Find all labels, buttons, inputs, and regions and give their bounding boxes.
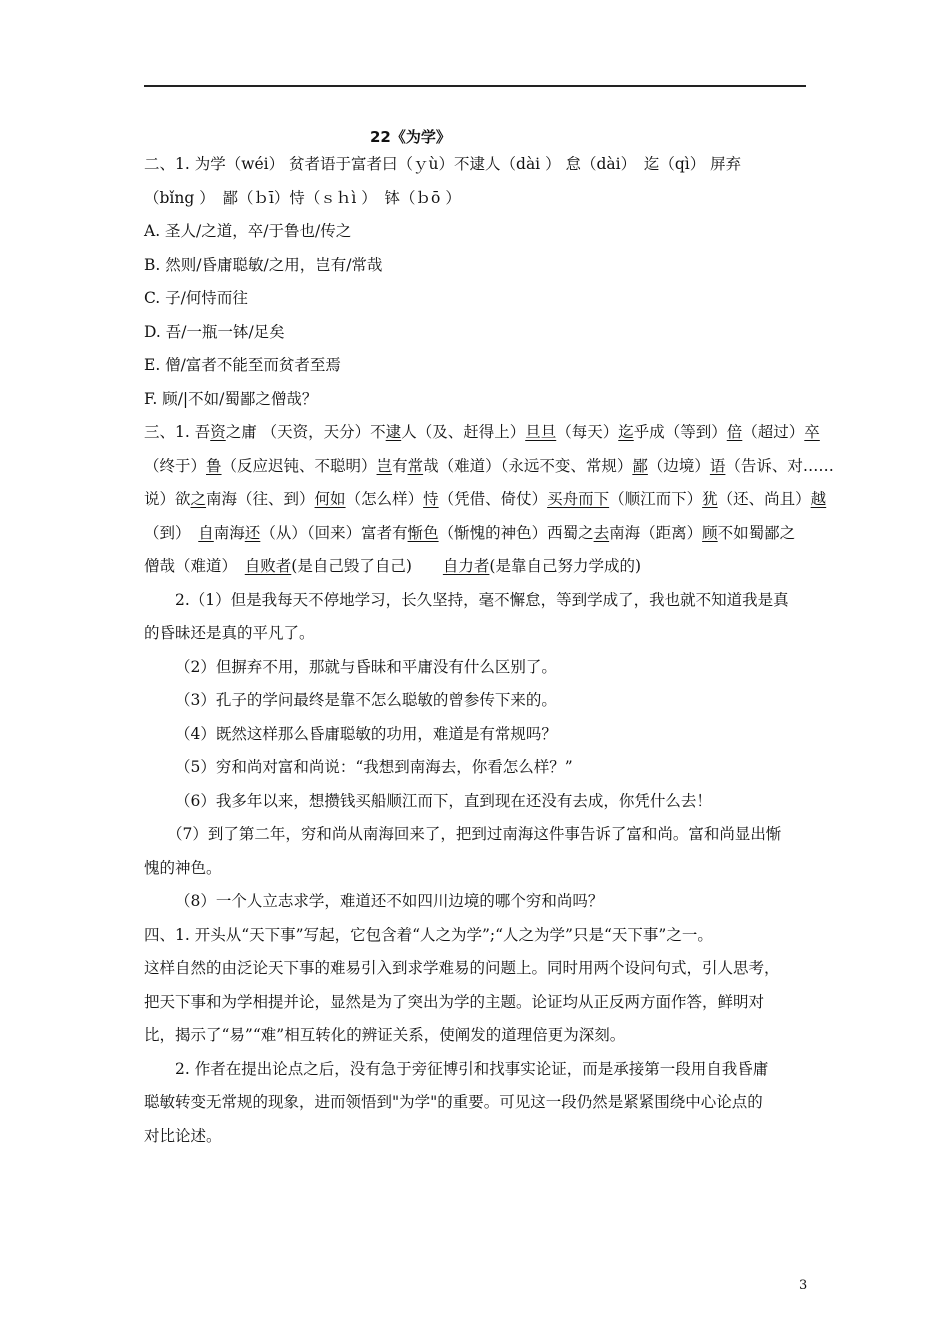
section4-p1-line3: 把天下事和为学相提并论，显然是为了突出为学的主题。论证均从正反两方面作答，鲜明对 (144, 992, 765, 1011)
text-segment: （告诉、对…… (725, 456, 834, 475)
document-body (144, 148, 834, 1153)
section2-line2: （bǐng ） 鄙（ｂī）恃（ｓｈì ） 钵（ｂō ） (144, 188, 461, 207)
text-segment: （凭借、倚仗） (438, 490, 548, 508)
text-segment: 不如蜀鄙之 (717, 523, 796, 542)
section2-line1: 二、1. 为学（wéi） 贫者语于富者曰（ｙù）不逮人（dài ） 怠（dài） 迄（qì） 屏弃 (144, 155, 742, 173)
option-c: C. 子/何恃而往 (144, 289, 248, 307)
text-segment: （还、尚且） (717, 490, 811, 508)
page-title: 22《为学》 (370, 128, 451, 146)
text-segment: 有 (392, 456, 408, 475)
text-segment: 南海（往、到） (206, 490, 315, 508)
text-segment: （顺江而下） (609, 490, 703, 508)
option-a: A. 圣人/之道，卒/于鲁也/传之 (144, 222, 352, 240)
underlined-term: 自力者 (442, 557, 490, 575)
underlined-term: 去 (593, 523, 610, 542)
underlined-term: 惭色 (407, 523, 439, 542)
section4-p2-line1: 2. 作者在提出论点之后，没有急于旁征博引和找事实论证，而是承接第一段用自我昏庸 (175, 1059, 769, 1078)
section4-p1-line2: 这样自然的由泛论天下事的难易引入到求学难易的问题上。同时用两个设问句式，引人思考， (144, 959, 780, 977)
text-segment: （惭愧的神色）西蜀之 (438, 523, 594, 542)
underlined-term: 越 (810, 490, 827, 508)
text-segment: 哉（难道）（永远不变、常规） (423, 456, 633, 475)
section3-line (144, 550, 810, 584)
underlined-term: 恃 (423, 490, 439, 508)
section3-line (144, 450, 834, 484)
underlined-term: 卒 (804, 423, 820, 441)
q2-item8: （8）一个人立志求学，难道还不如四川边境的哪个穷和尚吗？ (175, 892, 604, 910)
q2-item1: 2.（1）但是我每天不停地学习，长久坚持，毫不懈怠，等到学成了，我也就不知道我是真 (175, 590, 789, 609)
text-segment: （怎么样） (345, 490, 424, 508)
q2-item4: （4）既然这样那么昏庸聪敏的功用，难道是有常规吗？ (175, 724, 557, 743)
underlined-term: 旦旦 (525, 423, 557, 441)
text-segment: （超过） (742, 423, 805, 441)
header-rule (144, 85, 806, 87)
text-segment: （到） (144, 523, 199, 542)
underlined-term: 之 (190, 490, 207, 508)
text-segment: （边境） (647, 456, 710, 475)
q2-item5: （5）穷和尚对富和尚说：“我想到南海去，你看怎么样？” (175, 758, 573, 776)
q2-item7-cont: 愧的神色。 (144, 858, 222, 877)
underlined-term: 倍 (726, 423, 743, 441)
section4-p2-line2: 聪敏转变无常规的现象，进而领悟到"为学"的重要。可见这一段仍然是紧紧围绕中心论点的 (144, 1093, 763, 1111)
q2-item7: （7）到了第二年，穷和尚从南海回来了，把到过南海这件事告诉了富和尚。富和尚显出惭 (167, 825, 782, 843)
underlined-term: 岂 (376, 456, 393, 475)
underlined-term: 常 (407, 456, 424, 475)
text-segment: (是自己毁了自己) (291, 557, 443, 575)
text-segment: 南海（距离） (609, 523, 703, 542)
section4-p2-line3: 对比论述。 (144, 1126, 222, 1145)
underlined-term: 鲁 (206, 456, 222, 475)
option-b: B. 然则/昏庸聪敏/之用，岂有/常哉 (144, 255, 383, 274)
q2-item2: （2）但摒弃不用，那就与昏昧和平庸没有什么区别了。 (175, 657, 557, 676)
underlined-term: 犹 (702, 490, 718, 508)
underlined-term: 逮 (385, 423, 402, 441)
text-segment: 说）欲 (144, 490, 191, 508)
text-segment: 乎成（等到） (633, 423, 727, 441)
underlined-term: 还 (244, 523, 261, 542)
page-number: 3 (799, 1278, 808, 1293)
text-segment: （从）（回来）富者有 (260, 523, 408, 542)
section4-p1-line1: 四、1. 开头从“天下事”写起，它包含着“人之为学”;“人之为学”只是“天下事”之一。 (144, 925, 713, 944)
q2-item3: （3）孔子的学问最终是靠不怎么聪敏的曾参传下来的。 (175, 691, 557, 709)
underlined-term: 鄙 (632, 456, 648, 475)
option-d: D. 吾/一瓶一钵/足矣 (144, 322, 285, 341)
underlined-term: 自败者 (244, 557, 292, 575)
text-segment: 南海 (213, 523, 245, 542)
underlined-term: 语 (709, 456, 726, 475)
underlined-term: 自 (198, 523, 214, 542)
underlined-term: 顾 (702, 523, 718, 542)
text-segment: （反应迟钝、不聪明） (221, 456, 377, 475)
underlined-term: 买舟而下 (547, 490, 610, 508)
q2-item1-cont: 的昏昧还是真的平凡了。 (144, 624, 315, 642)
text-segment: 人（及、赶得上） (401, 423, 526, 441)
section3-line (144, 483, 827, 517)
underlined-term: 何如 (314, 490, 346, 508)
text-segment: （终于） (144, 456, 207, 475)
text-segment: 僧哉（难道） (144, 557, 245, 575)
option-e: E. 僧/富者不能至而贫者至焉 (144, 356, 341, 374)
section3-line (144, 517, 810, 551)
section4-p1-line4: 比，揭示了“易”“难”相互转化的辨证关系，使阐发的道理倍更为深刻。 (144, 1026, 626, 1044)
text-segment: 三、1. 吾 (144, 423, 211, 441)
underlined-term: 资 (210, 423, 226, 441)
text-segment: （每天） (556, 423, 619, 441)
option-f: F. 顾/|不如/蜀鄙之僧哉？ (144, 389, 318, 408)
text-segment: 之庸 （天资，天分）不 (225, 423, 386, 441)
section3-line (144, 416, 820, 450)
underlined-term: 迄 (618, 423, 634, 441)
section3-vocabulary (144, 416, 834, 584)
text-segment: (是靠自己努力学成的) (489, 557, 642, 575)
q2-item6: （6）我多年以来，想攒钱买船顺江而下，直到现在还没有去成，你凭什么去！ (175, 791, 712, 810)
